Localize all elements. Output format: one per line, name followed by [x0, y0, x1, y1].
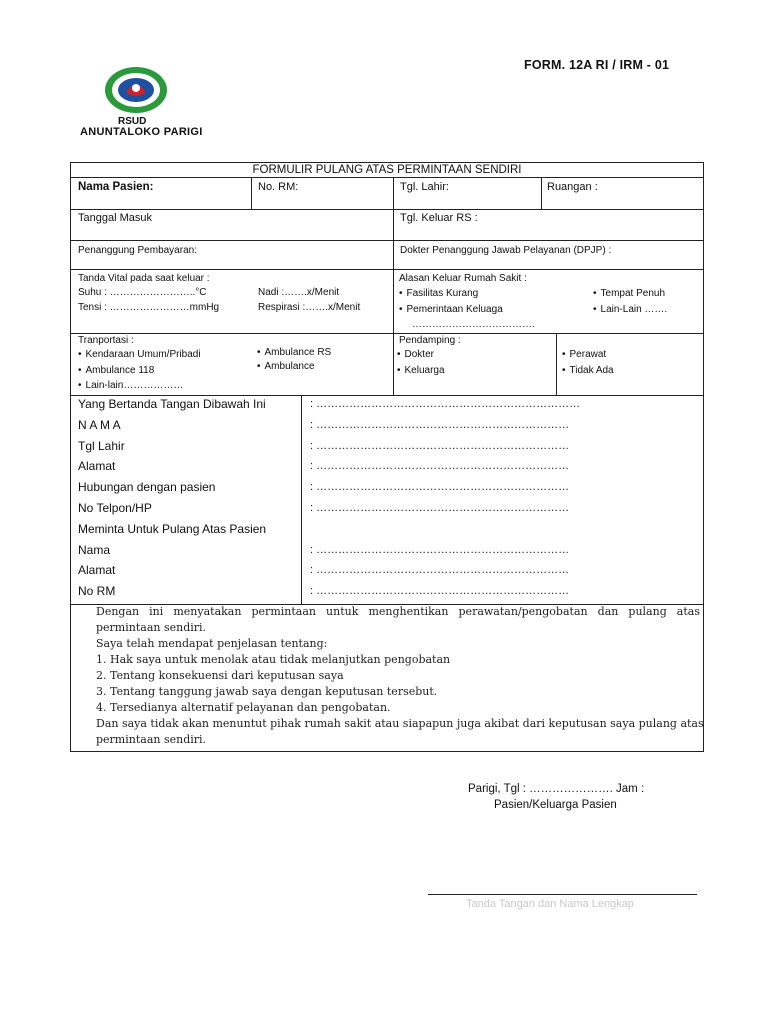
pendamping-title: Pendamping : [399, 335, 461, 346]
alasan-dotted-line: ………………………………. [412, 319, 535, 330]
ruangan-label: Ruangan : [547, 181, 598, 193]
identity-label: Yang Bertanda Tangan Dibawah Ini [78, 397, 266, 411]
suhu-field: Suhu : ……………………..°C [78, 287, 207, 298]
identity-dotted-field: : …………………………………………………………… [310, 585, 570, 597]
nadi-field: Nadi :…….x/Menit [258, 287, 340, 298]
declaration-line: 2. Tentang konsekuensi dari keputusan saya [96, 669, 344, 682]
identity-dotted-field: : ……………………………………………………………… [310, 398, 581, 410]
penanggung-pembayaran-label: Penanggung Pembayaran: [78, 245, 197, 256]
identity-label: N A M A [78, 418, 121, 432]
hospital-logo [104, 66, 168, 114]
pendamping-option: • Tidak Ada [562, 365, 614, 376]
tensi-field: Tensi : ……………………mmHg [78, 302, 220, 313]
alasan-option: • Lain-Lain ……. [593, 304, 667, 315]
transportasi-title: Tranportasi : [78, 335, 134, 346]
declaration-line: 4. Tersedianya alternatif pelayanan dan pengobatan. [96, 701, 391, 714]
identity-label: No Telpon/HP [78, 501, 152, 515]
transport-option: • Ambulance [257, 361, 315, 372]
signature-line [428, 894, 697, 895]
identity-dotted-field: : …………………………………………………………… [310, 564, 570, 576]
transport-option: • Lain-lain……………… [78, 380, 183, 391]
declaration-line: permintaan sendiri. [96, 621, 207, 634]
declaration-line: 3. Tentang tanggung jawab saya dengan keputusan tersebut. [96, 685, 438, 698]
hospital-name: ANUNTALOKO PARIGI [80, 126, 203, 138]
declaration-line: permintaan sendiri. [96, 733, 207, 746]
alasan-keluar-title: Alasan Keluar Rumah Sakit : [399, 273, 527, 284]
alasan-option: • Fasilitas Kurang [399, 288, 478, 299]
form-code: FORM. 12A RI / IRM - 01 [524, 58, 670, 72]
pendamping-option: • Perawat [562, 349, 606, 360]
identity-dotted-field: : …………………………………………………………… [310, 481, 570, 493]
transport-option: • Ambulance RS [257, 347, 331, 358]
alasan-option: • Pemerintaan Keluaga [399, 304, 503, 315]
identity-dotted-field: : …………………………………………………………… [310, 544, 570, 556]
identity-label: No RM [78, 584, 116, 598]
respirasi-field: Respirasi :…….x/Menit [258, 302, 361, 313]
identity-label: Nama [78, 543, 111, 557]
declaration-line: Dengan ini menyatakan permintaan untuk menghentikan perawatan/pengobatan dan pulang atas [96, 605, 700, 618]
declaration-line: Dan saya tidak akan menuntut pihak rumah sakit atau siapapun juga akibat dari keputusan saya pulang atas [96, 717, 704, 730]
identity-label: Alamat [78, 563, 116, 577]
identity-label: Alamat [78, 459, 116, 473]
declaration-line: Saya telah mendapat penjelasan tentang: [96, 637, 328, 650]
tgl-lahir-label: Tgl. Lahir: [400, 181, 449, 193]
identity-dotted-field: : …………………………………………………………… [310, 440, 570, 452]
no-rm-label: No. RM: [258, 181, 299, 193]
signer-role: Pasien/Keluarga Pasien [494, 799, 617, 811]
transport-option: • Ambulance 118 [78, 365, 154, 376]
identity-label: Meminta Untuk Pulang Atas Pasien [78, 522, 267, 536]
tgl-keluar-label: Tgl. Keluar RS : [400, 212, 478, 224]
form-title: FORMULIR PULANG ATAS PERMINTAAN SENDIRI [252, 164, 522, 176]
nama-pasien-label: Nama Pasien: [78, 181, 154, 193]
declaration-line: 1. Hak saya untuk menolak atau tidak melanjutkan pengobatan [96, 653, 451, 666]
alasan-option: • Tempat Penuh [593, 288, 665, 299]
place-date-line: Parigi, Tgl : …………………. Jam : [468, 783, 645, 795]
pendamping-option: • Keluarga [397, 365, 445, 376]
identity-label: Hubungan dengan pasien [78, 480, 216, 494]
identity-dotted-field: : …………………………………………………………… [310, 460, 570, 472]
identity-dotted-field: : …………………………………………………………… [310, 502, 570, 514]
signature-caption: Tanda Tangan dan Nama Lengkap [466, 898, 634, 910]
tanggal-masuk-label: Tanggal Masuk [78, 212, 152, 224]
hospital-short-name: RSUD [118, 116, 147, 127]
identity-label: Tgl Lahir [78, 439, 125, 453]
dpjp-label: Dokter Penanggung Jawab Pelayanan (DPJP) : [400, 245, 612, 256]
pendamping-option: • Dokter [397, 349, 434, 360]
transport-option: • Kendaraan Umum/Pribadi [78, 349, 201, 360]
identity-dotted-field: : …………………………………………………………… [310, 419, 570, 431]
tanda-vital-title: Tanda Vital pada saat keluar : [78, 273, 210, 284]
